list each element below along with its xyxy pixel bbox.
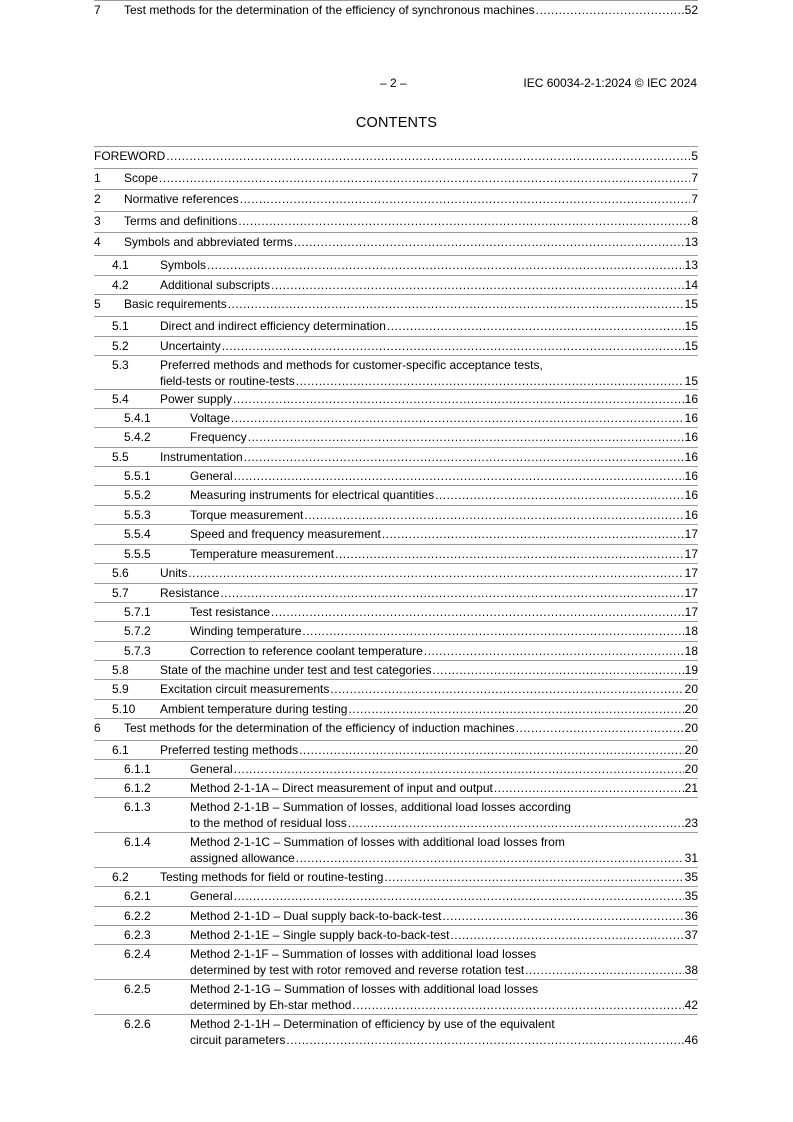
toc-entry[interactable] xyxy=(94,505,698,523)
toc-entry-page: 15 xyxy=(684,297,698,311)
toc-entry[interactable] xyxy=(94,0,698,18)
toc-entry-title: Symbols and abbreviated terms xyxy=(124,235,293,249)
dot-leader xyxy=(450,927,683,943)
dot-leader xyxy=(516,720,684,736)
toc-entry[interactable] xyxy=(94,925,698,943)
toc-entry[interactable] xyxy=(94,583,698,601)
toc-entry-page: 16 xyxy=(684,488,698,502)
toc-entry[interactable] xyxy=(94,867,698,885)
toc-entry[interactable] xyxy=(94,316,698,334)
toc-entry-title: Method 2-1-1A – Direct measurement of input and output xyxy=(190,781,493,795)
toc-entry-number: 5.5.4 xyxy=(124,527,151,541)
toc-entry[interactable] xyxy=(94,524,698,542)
dot-leader xyxy=(384,869,683,885)
dot-leader xyxy=(387,318,684,334)
toc-entry-page: 31 xyxy=(684,851,698,865)
toc-entry-number: 5.1 xyxy=(112,319,129,333)
toc-entry-number: 1 xyxy=(94,171,101,185)
toc-entry[interactable] xyxy=(94,740,698,758)
toc-entry-page: 7 xyxy=(691,171,698,185)
toc-entry[interactable] xyxy=(94,602,698,620)
toc-entry[interactable] xyxy=(94,906,698,924)
dot-leader xyxy=(435,487,684,503)
toc-entry[interactable] xyxy=(94,447,698,465)
toc-entry-title: Uncertainty xyxy=(160,339,221,353)
dot-leader xyxy=(240,191,691,207)
toc-entry-page: 20 xyxy=(684,721,698,735)
dot-leader xyxy=(234,761,684,777)
toc-entry-title: Instrumentation xyxy=(160,450,243,464)
toc-entry-number: 6.2.2 xyxy=(124,909,151,923)
dot-leader xyxy=(231,410,684,426)
dot-leader xyxy=(159,170,690,186)
toc-entry-title: Testing methods for field or routine-testing xyxy=(160,870,384,884)
toc-entry-title: State of the machine under test and test categories xyxy=(160,663,432,677)
toc-entry-title-line: Method 2-1-1F – Summation of losses with additional load losses xyxy=(190,947,537,961)
dot-leader xyxy=(335,546,684,562)
toc-entry-number: 6.1.2 xyxy=(124,781,151,795)
dot-leader xyxy=(188,565,683,581)
page-title: CONTENTS xyxy=(355,115,438,131)
toc-entry[interactable] xyxy=(94,189,698,207)
dot-leader xyxy=(433,662,684,678)
toc-entry[interactable] xyxy=(94,232,698,250)
toc-entry-title: Test resistance xyxy=(190,605,271,619)
toc-entry-page: 15 xyxy=(684,319,698,333)
toc-entry[interactable] xyxy=(94,979,698,1013)
toc-entry-title: Units xyxy=(160,566,188,580)
toc-entry-page: 36 xyxy=(684,909,698,923)
toc-entry-number: 6.2.5 xyxy=(124,982,151,996)
dot-leader xyxy=(348,701,683,717)
dot-leader xyxy=(424,643,684,659)
page-number: – 2 – xyxy=(380,76,407,90)
toc-entry-number: 6.1.1 xyxy=(124,762,151,776)
toc-entry[interactable] xyxy=(94,544,698,562)
dot-leader xyxy=(494,780,684,796)
toc-entry-number: 5.5.1 xyxy=(124,469,151,483)
dot-leader xyxy=(220,585,683,601)
dot-leader xyxy=(525,962,683,978)
toc-entry[interactable] xyxy=(94,832,698,866)
standard-reference: IEC 60034-2-1:2024 © IEC 2024 xyxy=(523,76,697,90)
toc-entry-page: 14 xyxy=(684,278,698,292)
toc-entry[interactable] xyxy=(94,427,698,445)
toc-entry-page: 13 xyxy=(684,235,698,249)
toc-entry-title: Ambient temperature during testing xyxy=(160,702,348,716)
toc-entry-title: Temperature measurement xyxy=(190,547,335,561)
toc-entry-number: 5.4.1 xyxy=(124,411,151,425)
toc-entry-title: Winding temperature xyxy=(190,624,302,638)
dot-leader xyxy=(271,604,684,620)
toc-entry-title: Torque measurement xyxy=(190,508,304,522)
toc-entry-page: 16 xyxy=(684,450,698,464)
toc-entry-page: 15 xyxy=(684,339,698,353)
toc-entry[interactable] xyxy=(94,336,698,354)
toc-entry-page: 16 xyxy=(684,508,698,522)
toc-entry-title: FOREWORD xyxy=(94,149,166,163)
toc-entry-page: 17 xyxy=(684,566,698,580)
toc-entry[interactable] xyxy=(94,718,698,736)
toc-entry-number: 6.1.3 xyxy=(124,800,151,814)
toc-entry[interactable] xyxy=(94,485,698,503)
toc-entry-number: 5.6 xyxy=(112,566,129,580)
toc-entry[interactable] xyxy=(94,797,698,831)
toc-entry-number: 6.2 xyxy=(112,870,129,884)
dot-leader xyxy=(248,429,684,445)
toc-entry-number: 5.5 xyxy=(112,450,129,464)
toc-entry-number: 5.8 xyxy=(112,663,129,677)
toc-entry[interactable] xyxy=(94,778,698,796)
dot-leader xyxy=(228,296,684,312)
toc-entry-number: 4 xyxy=(94,235,101,249)
toc-entry[interactable] xyxy=(94,255,698,273)
toc-entry[interactable] xyxy=(94,641,698,659)
toc-entry-page: 18 xyxy=(684,624,698,638)
toc-entry-title: Basic requirements xyxy=(124,297,227,311)
toc-entry-number: 7 xyxy=(94,3,101,17)
dot-leader xyxy=(271,277,684,293)
toc-entry-number: 6.2.4 xyxy=(124,947,151,961)
toc-entry-number: 5.5.5 xyxy=(124,547,151,561)
toc-entry-title: Speed and frequency measurement xyxy=(190,527,381,541)
toc-entry[interactable] xyxy=(94,355,698,389)
dot-leader xyxy=(234,888,684,904)
dot-leader xyxy=(330,681,683,697)
toc-entry-title: Scope xyxy=(124,171,159,185)
toc-entry-page: 19 xyxy=(684,663,698,677)
toc-entry-page: 8 xyxy=(691,214,698,228)
toc-entry-number: 5.9 xyxy=(112,682,129,696)
toc-entry[interactable] xyxy=(94,621,698,639)
toc-entry-page: 52 xyxy=(684,3,698,17)
dot-leader xyxy=(304,507,683,523)
toc-entry-title-line: Preferred methods and methods for customer-specific acceptance tests, xyxy=(160,358,543,372)
toc-entry-number: 5.4.2 xyxy=(124,430,151,444)
toc-entry-title-line: Method 2-1-1B – Summation of losses, additional load losses according xyxy=(190,800,571,814)
toc-entry[interactable] xyxy=(94,699,698,717)
toc-entry-number: 2 xyxy=(94,192,101,206)
toc-entry-page: 46 xyxy=(684,1033,698,1047)
toc-entry-title: circuit parameters xyxy=(190,1033,286,1047)
toc-entry-page: 7 xyxy=(691,192,698,206)
dot-leader xyxy=(299,742,684,758)
toc-entry[interactable] xyxy=(94,660,698,678)
toc-entry-number: 5.7 xyxy=(112,586,129,600)
toc-entry[interactable] xyxy=(94,275,698,293)
toc-entry-title: Normative references xyxy=(124,192,239,206)
toc-entry-page: 5 xyxy=(691,149,698,163)
toc-entry[interactable] xyxy=(94,944,698,978)
dot-leader xyxy=(536,2,684,18)
toc-entry-title: field-tests or routine-tests xyxy=(160,374,295,388)
toc-entry-number: 6.1.4 xyxy=(124,835,151,849)
toc-entry-title: Symbols xyxy=(160,258,207,272)
dot-leader xyxy=(296,373,684,389)
toc-entry-number: 5.2 xyxy=(112,339,129,353)
toc-entry[interactable] xyxy=(94,146,698,164)
toc-entry-number: 5.5.3 xyxy=(124,508,151,522)
toc-entry-page: 23 xyxy=(684,816,698,830)
table-of-contents xyxy=(94,0,698,1122)
toc-entry-number: 5.5.2 xyxy=(124,488,151,502)
toc-entry-number: 4.2 xyxy=(112,278,129,292)
toc-entry-title-line: Method 2-1-1G – Summation of losses with additional load losses xyxy=(190,982,539,996)
toc-entry-title: General xyxy=(190,889,233,903)
toc-entry-page: 17 xyxy=(684,605,698,619)
toc-entry-title: Correction to reference coolant temperature xyxy=(190,644,423,658)
toc-entry-page: 35 xyxy=(684,889,698,903)
toc-entry-title-line: Method 2-1-1H – Determination of efficiency by use of the equivalent xyxy=(190,1017,555,1031)
toc-entry-title: determined by Eh-star method xyxy=(190,998,352,1012)
toc-entry-title: Excitation circuit measurements xyxy=(160,682,330,696)
toc-entry-page: 18 xyxy=(684,644,698,658)
toc-entry-number: 6.2.6 xyxy=(124,1017,151,1031)
toc-entry-number: 5.7.2 xyxy=(124,624,151,638)
dot-leader xyxy=(166,148,690,164)
toc-entry-page: 15 xyxy=(684,374,698,388)
toc-entry[interactable] xyxy=(94,563,698,581)
toc-entry-page: 20 xyxy=(684,682,698,696)
toc-entry-number: 5.7.3 xyxy=(124,644,151,658)
toc-entry-title-line: Method 2-1-1C – Summation of losses with additional load losses from xyxy=(190,835,565,849)
toc-entry-title: Terms and definitions xyxy=(124,214,238,228)
toc-entry-number: 3 xyxy=(94,214,101,228)
dot-leader xyxy=(286,1032,683,1048)
dot-leader xyxy=(348,815,684,831)
toc-entry[interactable] xyxy=(94,211,698,229)
toc-entry-title: Direct and indirect efficiency determination xyxy=(160,319,386,333)
dot-leader xyxy=(238,213,690,229)
dot-leader xyxy=(352,997,683,1013)
toc-entry-title: Voltage xyxy=(190,411,231,425)
toc-entry-number: 6 xyxy=(94,721,101,735)
toc-entry-page: 16 xyxy=(684,411,698,425)
toc-entry[interactable] xyxy=(94,466,698,484)
toc-entry-page: 17 xyxy=(684,527,698,541)
toc-entry-title: Frequency xyxy=(190,430,247,444)
toc-entry-page: 21 xyxy=(684,781,698,795)
toc-entry[interactable] xyxy=(94,759,698,777)
toc-entry-title: Method 2-1-1D – Dual supply back-to-back-test xyxy=(190,909,442,923)
toc-entry-title: Additional subscripts xyxy=(160,278,271,292)
dot-leader xyxy=(296,850,684,866)
toc-entry-title: Resistance xyxy=(160,586,220,600)
toc-entry-title: Preferred testing methods xyxy=(160,743,299,757)
toc-entry-page: 35 xyxy=(684,870,698,884)
toc-entry-page: 20 xyxy=(684,762,698,776)
toc-entry[interactable] xyxy=(94,168,698,186)
toc-entry[interactable] xyxy=(94,886,698,904)
dot-leader xyxy=(234,468,684,484)
dot-leader xyxy=(207,257,684,273)
toc-entry-title: Measuring instruments for electrical quantities xyxy=(190,488,435,502)
toc-entry-number: 5.3 xyxy=(112,358,129,372)
toc-entry-number: 6.2.1 xyxy=(124,889,151,903)
dot-leader xyxy=(442,908,683,924)
toc-entry-page: 17 xyxy=(684,586,698,600)
toc-entry-title: Power supply xyxy=(160,392,233,406)
toc-entry-page: 16 xyxy=(684,469,698,483)
toc-entry-page: 42 xyxy=(684,998,698,1012)
dot-leader xyxy=(302,623,683,639)
toc-entry-page: 13 xyxy=(684,258,698,272)
toc-entry-title: General xyxy=(190,762,233,776)
dot-leader xyxy=(233,391,684,407)
toc-entry-number: 5.10 xyxy=(112,702,136,716)
toc-entry[interactable] xyxy=(94,389,698,407)
toc-entry-page: 38 xyxy=(684,963,698,977)
toc-entry-number: 6.2.3 xyxy=(124,928,151,942)
toc-entry-title: assigned allowance xyxy=(190,851,295,865)
toc-entry-title: Test methods for the determination of the efficiency of synchronous machines xyxy=(124,3,535,17)
toc-entry[interactable] xyxy=(94,679,698,697)
toc-entry-number: 4.1 xyxy=(112,258,129,272)
toc-entry-title: to the method of residual loss xyxy=(190,816,347,830)
toc-entry[interactable] xyxy=(94,408,698,426)
toc-entry-page: 16 xyxy=(684,430,698,444)
toc-entry-page: 16 xyxy=(684,392,698,406)
toc-entry-title: General xyxy=(190,469,233,483)
toc-entry-page: 20 xyxy=(684,702,698,716)
toc-entry[interactable] xyxy=(94,294,698,312)
toc-entry-number: 5.7.1 xyxy=(124,605,151,619)
dot-leader xyxy=(244,449,684,465)
toc-entry-page: 17 xyxy=(684,547,698,561)
dot-leader xyxy=(382,526,684,542)
dot-leader xyxy=(222,338,684,354)
toc-entry-page: 37 xyxy=(684,928,698,942)
toc-entry-number: 5 xyxy=(94,297,101,311)
toc-entry-title: Test methods for the determination of the efficiency of induction machines xyxy=(124,721,515,735)
toc-entry-title: Method 2-1-1E – Single supply back-to-back-test xyxy=(190,928,450,942)
toc-entry[interactable] xyxy=(94,1014,698,1048)
toc-entry-number: 6.1 xyxy=(112,743,129,757)
toc-entry-page: 20 xyxy=(684,743,698,757)
dot-leader xyxy=(294,234,684,250)
toc-entry-title: determined by test with rotor removed and reverse rotation test xyxy=(190,963,525,977)
toc-entry-number: 5.4 xyxy=(112,392,129,406)
